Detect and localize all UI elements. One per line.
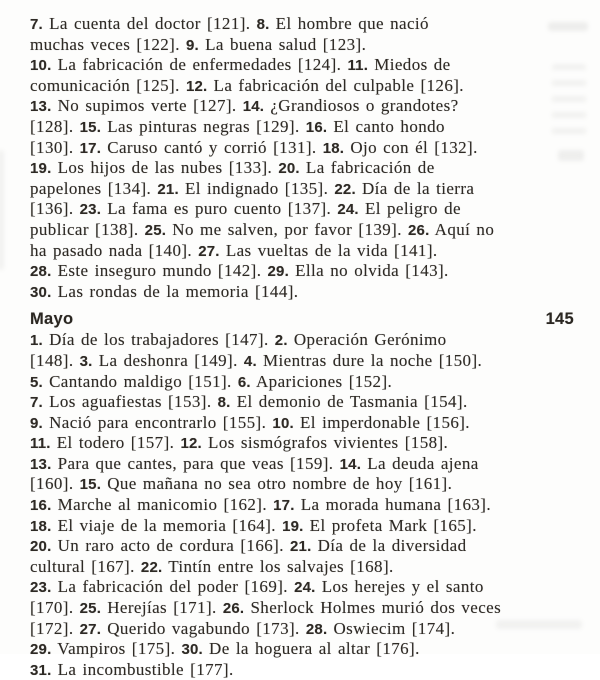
toc-line: 16. Marche al manicomio [162]. 17. La morada humana [163]. <box>30 495 491 515</box>
toc-line: cultural [167]. 22. Tintín entre los salvajes [168]. <box>30 556 394 576</box>
toc-line: publicar [138]. 25. No me salven, por favor [139]. 26. Aquí no <box>30 219 495 239</box>
toc-line: [172]. 27. Querido vagabundo [173]. 28. Oswiecim [174]. <box>30 618 456 638</box>
toc-line: 1. Día de los trabajadores [147]. 2. Operación Gerónimo <box>30 330 447 350</box>
toc-line: 23. La fabricación del poder [169]. 24. Los herejes y el santo <box>30 577 484 597</box>
toc-line: 5. Cantando maldigo [151]. 6. Apariciones [152]. <box>30 371 393 391</box>
toc-line: 19. Los hijos de las nubes [133]. 20. La fabricación de <box>30 158 435 178</box>
toc-line: comunicación [125]. 12. La fabricación del culpable [126]. <box>30 75 464 95</box>
toc-line: 20. Un raro acto de cordura [166]. 21. Día de la diversidad <box>30 536 467 556</box>
toc-line: ha pasado nada [140]. 27. Las vueltas de la vida [141]. <box>30 240 438 260</box>
page-number: 145 <box>545 310 574 329</box>
toc-line: 30. Las rondas de la memoria [144]. <box>30 281 299 301</box>
toc-line: [130]. 17. Caruso cantó y corrió [131]. 18. Ojo con él [132]. <box>30 137 478 157</box>
toc-line: 29. Vampiros [175]. 30. De la hoguera al altar [176]. <box>30 639 420 659</box>
toc-line: 7. La cuenta del doctor [121]. 8. El hombre que nació <box>30 14 429 33</box>
toc-line: 7. Los aguafiestas [153]. 8. El demonio de Tasmania [154]. <box>30 392 468 412</box>
toc-line: 13. No supimos verte [127]. 14. ¿Grandiosos o grandotes? <box>30 96 459 116</box>
toc-line: [148]. 3. La deshonra [149]. 4. Mientras dure la noche [150]. <box>30 350 483 370</box>
toc-line: 18. El viaje de la memoria [164]. 19. El profeta Mark [165]. <box>30 515 477 535</box>
toc-line: 28. Este inseguro mundo [142]. 29. Ella no olvida [143]. <box>30 261 449 281</box>
toc-line: [128]. 15. Las pinturas negras [129]. 16. El canto hondo <box>30 116 445 136</box>
toc-line: papelones [134]. 21. El indignado [135]. 22. Día de la tierra <box>30 178 475 198</box>
toc-line: muchas veces [122]. 9. La buena salud [123]. <box>30 34 367 54</box>
toc-line: 10. La fabricación de enfermedades [124]. 11. Miedos de <box>30 55 451 75</box>
may-entries-block <box>30 330 574 680</box>
toc-line: [136]. 23. La fama es puro cuento [137]. 24. El peligro de <box>30 199 461 219</box>
toc-line: [170]. 25. Herejías [171]. 26. Sherlock Holmes murió dos veces <box>30 598 502 618</box>
toc-line: 9. Nació para encontrarlo [155]. 10. El imperdonable [156]. <box>30 412 470 432</box>
toc-line: [160]. 15. Que mañana no sea otro nombre de hoy [161]. <box>30 474 453 494</box>
toc-line: 11. El todero [157]. 12. Los sismógrafos vivientes [158]. <box>30 433 449 453</box>
month-heading-row <box>30 309 574 329</box>
april-entries-block <box>30 14 574 302</box>
toc-line: 13. Para que cantes, para que veas [159]. 14. La deuda ajena <box>30 453 479 473</box>
toc-line: 31. La incombustible [177]. <box>30 659 234 679</box>
scan-artifact <box>0 150 4 270</box>
month-heading: Mayo <box>30 310 74 329</box>
